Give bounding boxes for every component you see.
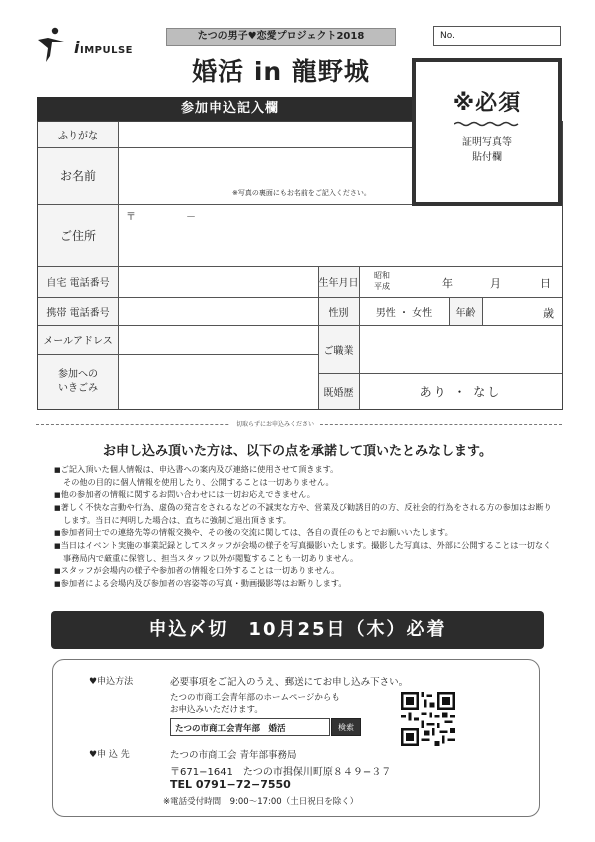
- mobile-phone-input[interactable]: [119, 298, 318, 325]
- phone-hours: ※電話受付時間 9:00〜17:00（土日祝日を除く）: [163, 797, 359, 807]
- agreement-item: ■ ご記入頂いた個人情報は、申込書への案内及び連絡に使用させて頂きます。 その他の目的に個人情報を使用したり、公開することは一切ありません。: [54, 463, 554, 488]
- photo-attach-box: [412, 58, 562, 206]
- wave-decoration-icon: [454, 121, 520, 127]
- job-label: ご職業: [323, 345, 354, 357]
- furigana-label: ふりがな: [58, 131, 98, 142]
- agreement-item: ■ 著しく不快な言動や行為、虚偽の発言をされるなどの不誠実な方や、営業及び勧誘目的の方、反社会的行為をされる方の参加はお断りします。当日に判明した場合は、直ちに強制ご退出頂きます。: [54, 501, 554, 526]
- job-input[interactable]: [360, 326, 562, 373]
- impulse-logo: iIMPULSE: [74, 38, 134, 57]
- page-title: 婚活 in 龍野城: [192, 57, 370, 86]
- project-banner: たつの男子♥恋愛プロジェクト2018: [166, 28, 396, 46]
- agreement-item: ■ 他の参加者の情報に関するお問い合わせには一切お応えできません。: [54, 488, 554, 501]
- qr-code-icon: [401, 692, 455, 746]
- destination-tel: TEL 0791−72−7550: [170, 778, 291, 791]
- era-showa: 昭和: [374, 271, 390, 280]
- email-input[interactable]: [119, 326, 318, 354]
- greeting-label: 参加への いきごみ: [58, 368, 98, 394]
- gender-label: 性別: [328, 307, 349, 319]
- logo-figure-icon: [36, 26, 66, 64]
- era-heisei: 平成: [374, 282, 390, 291]
- age-unit: 歳: [543, 307, 554, 320]
- method-label: ♥申込方法: [89, 677, 134, 687]
- agreement-item: ■ 参加者による会場内及び参加者の容姿等の写真・動画撮影等はお断りします。: [54, 577, 554, 590]
- destination-name: たつの市商工会 青年部事務局: [170, 750, 297, 761]
- form-header: 参加申込記入欄: [37, 97, 423, 121]
- month-unit: 月: [490, 277, 501, 290]
- photo-caption-2: 貼付欄: [472, 152, 502, 163]
- name-note: ※写真の裏面にもお名前をご記入ください。: [232, 189, 371, 197]
- postal-mark: 〒: [126, 212, 136, 223]
- agreement-list: [54, 463, 554, 590]
- home-phone-input[interactable]: [119, 267, 318, 297]
- email-label: メールアドレス: [43, 336, 113, 347]
- year-unit: 年: [442, 277, 453, 290]
- gender-options[interactable]: 男性 ・ 女性: [375, 307, 433, 319]
- home-phone-label: 自宅 電話番号: [46, 278, 110, 289]
- agreement-item: ■ 当日はイベント実施の事業記録としてスタッフが会場の様子を写真撮影いたします。撮影した写真は、外部に公開することは一切なく事務局内で厳重に保管し、担当スタッフ以外が閲覧することも一切ありません。: [54, 539, 554, 564]
- required-label: ※必須: [452, 91, 522, 116]
- birthday-label: 生年月日: [318, 278, 359, 289]
- search-input[interactable]: たつの市商工会青年部 婚活: [170, 718, 330, 736]
- mobile-phone-label: 携帯 電話番号: [46, 307, 110, 319]
- search-button[interactable]: 検索: [331, 718, 361, 736]
- agreement-title: お申し込み頂いた方は、以下の点を承諾して頂いたとみなします。: [103, 444, 492, 459]
- web-text-1: たつの市商工会青年部のホームページからも: [170, 693, 340, 703]
- furigana-input[interactable]: [119, 123, 423, 147]
- address-label: ご住所: [59, 228, 96, 243]
- application-info-box: [52, 659, 540, 817]
- destination-address: 〒671−1641 たつの市揖保川町原８４９−３７: [170, 767, 392, 778]
- method-text: 必要事項をご記入のうえ、郵送にてお申し込み下さい。: [170, 677, 409, 688]
- marital-options[interactable]: あり ・ なし: [419, 384, 502, 399]
- name-label: お名前: [59, 169, 96, 183]
- greeting-input[interactable]: [119, 355, 318, 409]
- photo-caption-1: 証明写真等: [462, 137, 512, 148]
- postal-dash: －: [186, 212, 196, 223]
- number-field[interactable]: [433, 26, 561, 46]
- age-label: 年齢: [455, 307, 476, 319]
- destination-label: ♥申 込 先: [89, 750, 130, 760]
- deadline-banner: 申込〆切 10月25日（木）必着: [51, 611, 544, 649]
- web-text-2: お申込みいただけます。: [170, 705, 263, 715]
- marital-label: 既婚歴: [323, 387, 354, 399]
- cut-line-label: 切取らずにお申込みください: [230, 419, 320, 428]
- era-options[interactable]: [374, 270, 390, 292]
- number-label: No.: [440, 31, 455, 41]
- agreement-item: ■ スタッフが会場内の様子や参加者の情報を口外することは一切ありません。: [54, 564, 554, 577]
- day-unit: 日: [540, 277, 551, 290]
- agreement-item: ■ 参加者同士での連絡先等の情報交換や、その後の交流に関しては、各自の責任のもとでお願いいたします。: [54, 526, 554, 539]
